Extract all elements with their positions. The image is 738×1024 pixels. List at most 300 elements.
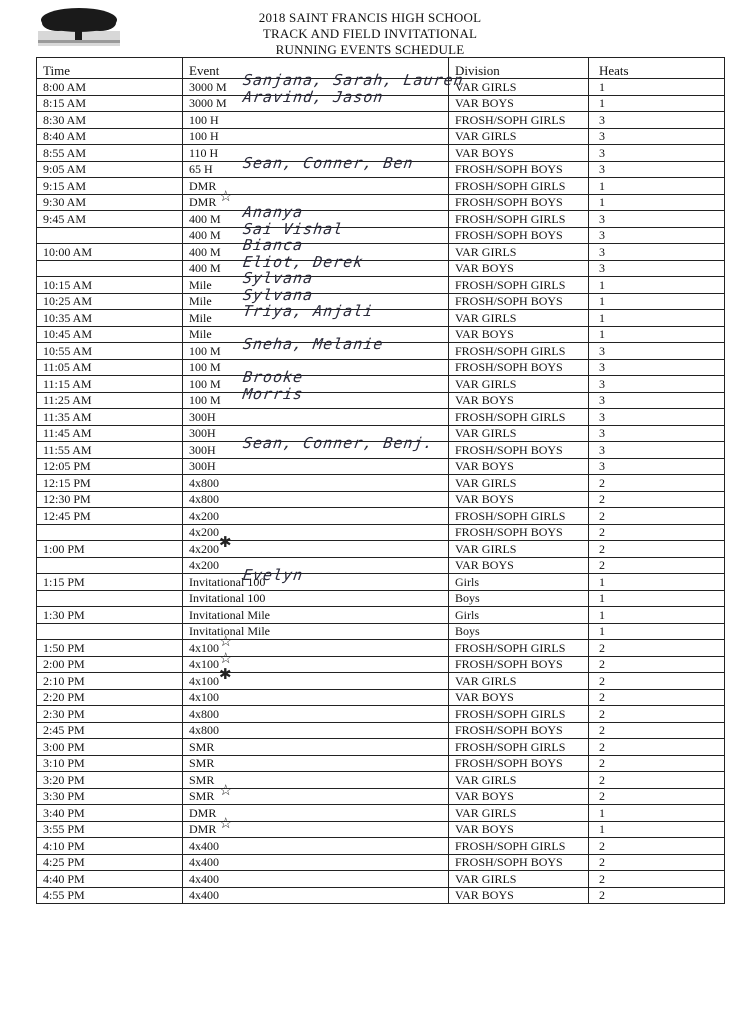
heats-cell-text: 2 bbox=[599, 739, 605, 754]
division-cell-text: VAR BOYS bbox=[455, 261, 514, 275]
time-cell bbox=[37, 574, 183, 591]
time-cell-text: 11:25 AM bbox=[43, 393, 92, 407]
event-cell bbox=[183, 590, 449, 607]
heats-cell bbox=[589, 854, 725, 871]
heats-cell-text: 1 bbox=[599, 327, 605, 341]
heats-cell-text: 1 bbox=[599, 96, 605, 110]
division-cell bbox=[449, 293, 589, 310]
event-cell bbox=[183, 782, 449, 805]
division-cell-text: VAR GIRLS bbox=[455, 244, 517, 259]
division-cell bbox=[449, 838, 589, 855]
time-cell bbox=[37, 689, 183, 706]
time-cell bbox=[37, 260, 183, 277]
division-cell bbox=[449, 871, 589, 888]
heats-cell-text: 3 bbox=[599, 244, 605, 259]
event-cell-text: 300H bbox=[189, 426, 216, 440]
table-row bbox=[37, 161, 725, 178]
table-row bbox=[37, 524, 725, 541]
table-row bbox=[37, 458, 725, 475]
event-cell bbox=[183, 722, 449, 739]
division-cell bbox=[449, 524, 589, 541]
event-cell-text: SMR bbox=[189, 772, 215, 787]
division-cell bbox=[449, 541, 589, 558]
division-cell-text: FROSH/SOPH GIRLS bbox=[455, 838, 566, 853]
heats-cell bbox=[589, 607, 725, 624]
time-cell bbox=[37, 409, 183, 426]
heats-cell bbox=[589, 376, 725, 393]
heats-cell-text: 2 bbox=[599, 723, 605, 737]
event-cell-text: 4x200 bbox=[189, 525, 219, 539]
event-cell-text: DMR bbox=[189, 822, 217, 836]
event-cell bbox=[183, 607, 449, 624]
time-cell-text: 9:15 AM bbox=[43, 178, 87, 193]
heats-cell-text: 3 bbox=[599, 442, 605, 457]
handwritten-note: Aravind, Jason bbox=[241, 87, 385, 106]
event-cell-text: 4x200 bbox=[189, 558, 219, 572]
division-cell-text: VAR BOYS bbox=[455, 393, 514, 407]
heats-cell-text: 2 bbox=[599, 525, 605, 539]
time-cell bbox=[37, 838, 183, 855]
event-cell bbox=[183, 335, 449, 360]
time-cell bbox=[37, 194, 183, 211]
event-cell bbox=[183, 368, 449, 393]
time-cell bbox=[37, 524, 183, 541]
event-cell-text: 110 H bbox=[189, 145, 219, 160]
time-cell bbox=[37, 706, 183, 723]
division-cell bbox=[449, 821, 589, 838]
heats-cell bbox=[589, 128, 725, 145]
division-cell-text: FROSH/SOPH BOYS bbox=[455, 162, 563, 176]
column-header-time: Time bbox=[37, 58, 183, 79]
division-cell-text: VAR BOYS bbox=[455, 789, 514, 803]
heats-cell bbox=[589, 755, 725, 772]
heats-cell-text: 3 bbox=[599, 409, 605, 424]
event-cell-text: 100 M bbox=[189, 393, 221, 407]
division-cell bbox=[449, 392, 589, 409]
division-cell-text: VAR BOYS bbox=[455, 327, 514, 341]
table-row bbox=[37, 656, 725, 673]
event-cell-text: 400 M bbox=[189, 244, 221, 259]
time-cell bbox=[37, 161, 183, 178]
event-cell-text: 300H bbox=[189, 459, 216, 473]
division-cell bbox=[449, 95, 589, 112]
heats-cell bbox=[589, 194, 725, 211]
event-cell-text: Invitational 100 bbox=[189, 574, 266, 589]
event-cell bbox=[183, 269, 449, 294]
time-cell-text: 12:05 PM bbox=[43, 459, 91, 473]
division-cell bbox=[449, 739, 589, 756]
division-cell bbox=[449, 475, 589, 492]
time-cell-text: 10:00 AM bbox=[43, 244, 93, 259]
header-line-1: 2018 SAINT FRANCIS HIGH SCHOOL bbox=[258, 10, 482, 25]
time-cell bbox=[37, 739, 183, 756]
heats-cell-text: 1 bbox=[599, 805, 605, 820]
heats-cell bbox=[589, 887, 725, 904]
division-cell bbox=[449, 458, 589, 475]
time-cell bbox=[37, 310, 183, 327]
time-cell bbox=[37, 755, 183, 772]
division-cell bbox=[449, 574, 589, 591]
document-header bbox=[200, 10, 540, 58]
event-cell bbox=[183, 667, 449, 690]
table-row bbox=[37, 805, 725, 822]
table-row bbox=[37, 343, 725, 360]
heats-cell-text: 2 bbox=[599, 690, 605, 704]
event-cell-text: Mile bbox=[189, 327, 212, 341]
event-cell-text: 4x400 bbox=[189, 838, 219, 853]
heats-cell-text: 1 bbox=[599, 624, 605, 638]
time-cell bbox=[37, 475, 183, 492]
division-cell-text: FROSH/SOPH GIRLS bbox=[455, 343, 566, 358]
time-cell bbox=[37, 425, 183, 442]
heats-cell bbox=[589, 458, 725, 475]
time-cell-text: 1:15 PM bbox=[43, 574, 85, 589]
division-cell-text: FROSH/SOPH BOYS bbox=[455, 756, 563, 770]
division-cell-text: VAR GIRLS bbox=[455, 310, 517, 325]
event-cell bbox=[183, 755, 449, 772]
table-row bbox=[37, 293, 725, 310]
time-cell bbox=[37, 871, 183, 888]
heats-cell-text: 2 bbox=[599, 855, 605, 869]
table-row bbox=[37, 607, 725, 624]
division-cell-text: VAR GIRLS bbox=[455, 772, 517, 787]
time-cell-text: 12:30 PM bbox=[43, 492, 91, 506]
heats-cell bbox=[589, 409, 725, 426]
time-cell-text: 11:05 AM bbox=[43, 360, 92, 374]
heats-cell-text: 1 bbox=[599, 822, 605, 836]
time-cell-text: 3:30 PM bbox=[43, 789, 85, 803]
division-cell-text: FROSH/SOPH GIRLS bbox=[455, 178, 566, 193]
division-cell bbox=[449, 277, 589, 294]
table-row bbox=[37, 854, 725, 871]
division-cell bbox=[449, 194, 589, 211]
division-cell-text: Boys bbox=[455, 591, 480, 605]
table-row bbox=[37, 871, 725, 888]
event-cell-text: Mile bbox=[189, 310, 212, 325]
time-cell bbox=[37, 673, 183, 690]
time-cell bbox=[37, 772, 183, 789]
event-cell-text: 400 M bbox=[189, 211, 221, 226]
event-cell-text: 400 M bbox=[189, 228, 221, 242]
event-cell-text: 4x400 bbox=[189, 888, 219, 902]
table-row bbox=[37, 491, 725, 508]
table-row bbox=[37, 590, 725, 607]
division-cell-text: VAR GIRLS bbox=[455, 805, 517, 820]
event-cell-text: SMR bbox=[189, 756, 215, 770]
time-cell-text: 4:55 PM bbox=[43, 888, 85, 902]
table-row bbox=[37, 788, 725, 805]
heats-cell-text: 2 bbox=[599, 789, 605, 803]
division-cell bbox=[449, 689, 589, 706]
time-cell-text: 1:50 PM bbox=[43, 640, 85, 655]
school-tree-logo bbox=[38, 6, 120, 46]
time-cell-text: 3:00 PM bbox=[43, 739, 85, 754]
column-header-event: Event bbox=[183, 58, 449, 79]
division-cell bbox=[449, 887, 589, 904]
schedule-body bbox=[37, 71, 725, 904]
table-row bbox=[37, 640, 725, 657]
heats-cell bbox=[589, 392, 725, 409]
event-cell bbox=[183, 508, 449, 525]
time-cell-text: 12:45 PM bbox=[43, 508, 91, 523]
heats-cell bbox=[589, 359, 725, 376]
time-cell-text: 8:30 AM bbox=[43, 112, 87, 127]
division-cell-text: FROSH/SOPH GIRLS bbox=[455, 508, 566, 523]
division-cell-text: VAR BOYS bbox=[455, 96, 514, 110]
table-row bbox=[37, 392, 725, 409]
heats-cell-text: 3 bbox=[599, 343, 605, 358]
heats-cell-text: 3 bbox=[599, 112, 605, 127]
division-cell bbox=[449, 227, 589, 244]
time-cell-text: 2:20 PM bbox=[43, 690, 85, 704]
event-cell bbox=[183, 887, 449, 904]
table-row bbox=[37, 128, 725, 145]
time-cell-text: 8:00 AM bbox=[43, 79, 87, 94]
time-cell bbox=[37, 656, 183, 673]
event-cell-text: 4x800 bbox=[189, 723, 219, 737]
event-cell-text: 65 H bbox=[189, 162, 213, 176]
heats-cell bbox=[589, 310, 725, 327]
header-line-2: TRACK AND FIELD INVITATIONAL bbox=[262, 26, 478, 41]
division-cell-text: FROSH/SOPH GIRLS bbox=[455, 706, 566, 721]
event-cell bbox=[183, 359, 449, 376]
division-cell-text: Boys bbox=[455, 624, 480, 638]
event-cell-text: Invitational Mile bbox=[189, 624, 270, 638]
event-cell bbox=[183, 384, 449, 409]
table-row bbox=[37, 838, 725, 855]
time-cell-text: 1:00 PM bbox=[43, 541, 85, 556]
heats-cell-text: 2 bbox=[599, 706, 605, 721]
heats-cell-text: 1 bbox=[599, 310, 605, 325]
heats-cell bbox=[589, 557, 725, 574]
division-cell bbox=[449, 590, 589, 607]
table-row bbox=[37, 178, 725, 195]
heats-cell-text: 3 bbox=[599, 145, 605, 160]
division-cell bbox=[449, 326, 589, 343]
event-cell bbox=[183, 535, 449, 558]
heats-cell bbox=[589, 524, 725, 541]
division-cell-text: VAR GIRLS bbox=[455, 541, 517, 556]
event-cell-text: Mile bbox=[189, 294, 212, 308]
heats-cell bbox=[589, 161, 725, 178]
event-cell bbox=[183, 706, 449, 723]
time-cell-text: 8:40 AM bbox=[43, 129, 87, 143]
division-cell-text: FROSH/SOPH BOYS bbox=[455, 294, 563, 308]
division-cell-text: VAR BOYS bbox=[455, 145, 514, 160]
division-cell bbox=[449, 706, 589, 723]
time-cell-text: 8:55 AM bbox=[43, 145, 87, 160]
division-cell-text: FROSH/SOPH BOYS bbox=[455, 360, 563, 374]
time-cell bbox=[37, 293, 183, 310]
division-cell-text: FROSH/SOPH GIRLS bbox=[455, 277, 566, 292]
table-row bbox=[37, 112, 725, 129]
time-cell-text: 10:15 AM bbox=[43, 277, 93, 292]
heats-cell bbox=[589, 706, 725, 723]
event-cell bbox=[183, 409, 449, 426]
heats-cell bbox=[589, 95, 725, 112]
time-cell-text: 1:30 PM bbox=[43, 607, 85, 622]
division-cell-text: FROSH/SOPH BOYS bbox=[455, 723, 563, 737]
division-cell-text: VAR BOYS bbox=[455, 690, 514, 704]
heats-cell-text: 2 bbox=[599, 871, 605, 886]
time-cell bbox=[37, 541, 183, 558]
table-row bbox=[37, 755, 725, 772]
event-cell-text: 3000 M bbox=[189, 96, 227, 110]
event-cell-text: 4x800 bbox=[189, 475, 219, 490]
division-cell bbox=[449, 128, 589, 145]
division-cell bbox=[449, 359, 589, 376]
handwritten-star-icon: ☆ bbox=[219, 188, 233, 205]
handwritten-note: Sylvana bbox=[241, 285, 315, 304]
event-cell bbox=[183, 557, 449, 574]
event-cell bbox=[183, 815, 449, 838]
table-row bbox=[37, 376, 725, 393]
division-cell-text: FROSH/SOPH BOYS bbox=[455, 657, 563, 671]
handwritten-star-icon: ☆ bbox=[219, 815, 233, 832]
time-cell-text: 3:20 PM bbox=[43, 772, 85, 787]
event-cell-text: 4x200 bbox=[189, 541, 219, 556]
division-cell bbox=[449, 442, 589, 459]
division-cell bbox=[449, 244, 589, 261]
heats-cell bbox=[589, 722, 725, 739]
event-cell bbox=[183, 871, 449, 888]
time-cell bbox=[37, 821, 183, 838]
time-cell-text: 3:10 PM bbox=[43, 756, 85, 770]
time-cell-text: 10:55 AM bbox=[43, 343, 93, 358]
event-cell-text: 100 H bbox=[189, 112, 219, 127]
time-cell bbox=[37, 640, 183, 657]
division-cell bbox=[449, 425, 589, 442]
division-cell bbox=[449, 623, 589, 640]
heats-cell-text: 3 bbox=[599, 261, 605, 275]
heats-cell bbox=[589, 277, 725, 294]
table-row bbox=[37, 557, 725, 574]
heats-cell-text: 3 bbox=[599, 129, 605, 143]
table-row bbox=[37, 887, 725, 904]
time-cell bbox=[37, 277, 183, 294]
division-cell-text: VAR BOYS bbox=[455, 822, 514, 836]
heats-cell-text: 3 bbox=[599, 211, 605, 226]
event-cell-text: 4x400 bbox=[189, 855, 219, 869]
division-cell-text: VAR BOYS bbox=[455, 492, 514, 506]
heats-cell bbox=[589, 673, 725, 690]
event-cell bbox=[183, 689, 449, 706]
division-cell bbox=[449, 161, 589, 178]
time-cell bbox=[37, 227, 183, 244]
time-cell bbox=[37, 343, 183, 360]
division-cell-text: FROSH/SOPH BOYS bbox=[455, 855, 563, 869]
division-cell bbox=[449, 557, 589, 574]
division-cell bbox=[449, 607, 589, 624]
event-cell-text: DMR bbox=[189, 805, 217, 820]
time-cell-text: 8:15 AM bbox=[43, 96, 87, 110]
table-row bbox=[37, 211, 725, 228]
division-cell-text: VAR GIRLS bbox=[455, 673, 517, 688]
event-cell bbox=[183, 219, 449, 244]
table-row bbox=[37, 623, 725, 640]
time-cell bbox=[37, 112, 183, 129]
handwritten-note: Evelyn bbox=[241, 566, 305, 584]
table-row bbox=[37, 689, 725, 706]
time-cell-text: 2:10 PM bbox=[43, 673, 85, 688]
event-cell-text: 100 M bbox=[189, 343, 221, 358]
heats-cell-text: 1 bbox=[599, 79, 605, 94]
time-cell bbox=[37, 458, 183, 475]
division-cell bbox=[449, 211, 589, 228]
table-row bbox=[37, 772, 725, 789]
event-cell-text: 4x400 bbox=[189, 871, 219, 886]
heats-cell-text: 3 bbox=[599, 360, 605, 374]
division-cell-text: VAR BOYS bbox=[455, 558, 514, 572]
time-cell bbox=[37, 95, 183, 112]
event-cell bbox=[183, 302, 449, 327]
time-cell-text: 11:35 AM bbox=[43, 409, 92, 424]
event-cell-text: 4x100 bbox=[189, 673, 219, 688]
heats-cell-text: 3 bbox=[599, 228, 605, 242]
event-cell bbox=[183, 188, 449, 211]
division-cell-text: FROSH/SOPH GIRLS bbox=[455, 112, 566, 127]
time-cell-text: 4:40 PM bbox=[43, 871, 85, 886]
division-cell-text: VAR BOYS bbox=[455, 888, 514, 902]
division-cell bbox=[449, 409, 589, 426]
event-cell-text: SMR bbox=[189, 739, 215, 754]
event-cell bbox=[183, 87, 449, 112]
time-cell-text: 9:05 AM bbox=[43, 162, 87, 176]
heats-cell bbox=[589, 244, 725, 261]
event-cell-text: 300H bbox=[189, 409, 216, 424]
division-cell-text: FROSH/SOPH BOYS bbox=[455, 442, 563, 457]
handwritten-note: Ananya bbox=[241, 203, 305, 221]
table-row bbox=[37, 739, 725, 756]
time-cell bbox=[37, 359, 183, 376]
table-row bbox=[37, 673, 725, 690]
heats-cell bbox=[589, 508, 725, 525]
table-row bbox=[37, 821, 725, 838]
event-cell bbox=[183, 458, 449, 475]
division-cell-text: VAR GIRLS bbox=[455, 871, 517, 886]
time-cell bbox=[37, 244, 183, 261]
time-cell bbox=[37, 211, 183, 228]
event-cell bbox=[183, 128, 449, 145]
time-cell bbox=[37, 376, 183, 393]
schedule-table bbox=[36, 57, 725, 904]
time-cell-text: 4:25 PM bbox=[43, 855, 85, 869]
heats-cell-text: 1 bbox=[599, 178, 605, 193]
table-row bbox=[37, 541, 725, 558]
heats-cell bbox=[589, 623, 725, 640]
division-cell bbox=[449, 508, 589, 525]
time-cell-text: 2:45 PM bbox=[43, 723, 85, 737]
time-cell bbox=[37, 128, 183, 145]
time-cell-text: 11:55 AM bbox=[43, 442, 92, 457]
heats-cell-text: 2 bbox=[599, 756, 605, 770]
division-cell bbox=[449, 112, 589, 129]
event-cell bbox=[183, 434, 449, 459]
time-cell bbox=[37, 590, 183, 607]
time-cell bbox=[37, 491, 183, 508]
event-cell-text: 4x800 bbox=[189, 706, 219, 721]
event-cell-text: 100 M bbox=[189, 360, 221, 374]
division-cell bbox=[449, 640, 589, 657]
table-row bbox=[37, 508, 725, 525]
event-cell bbox=[183, 566, 449, 591]
heats-cell bbox=[589, 838, 725, 855]
heats-cell bbox=[589, 821, 725, 838]
time-cell-text: 3:40 PM bbox=[43, 805, 85, 820]
time-cell bbox=[37, 442, 183, 459]
heats-cell bbox=[589, 145, 725, 162]
time-cell bbox=[37, 392, 183, 409]
